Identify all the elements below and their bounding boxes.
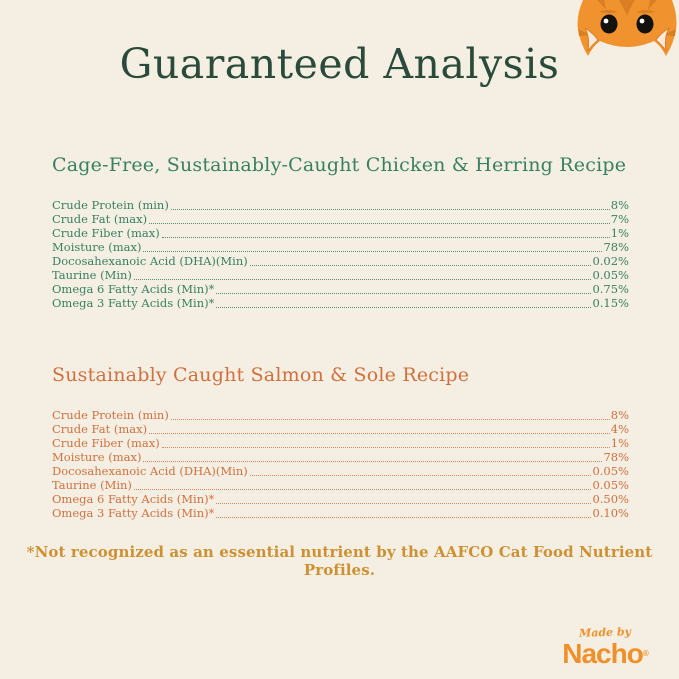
- nutrient-row: [52, 437, 629, 451]
- nutrient-value: 8%: [610, 408, 629, 423]
- registered-trademark-icon: ®: [642, 649, 648, 658]
- nutrient-row: [52, 241, 629, 255]
- nutrient-label: Crude Fiber (max): [52, 436, 160, 451]
- nutrient-row: [52, 451, 629, 465]
- nutrient-value: 0.75%: [592, 281, 629, 296]
- dot-leader: [216, 503, 591, 504]
- nutrient-label: Moisture (max): [52, 450, 142, 465]
- nutrient-row: [52, 255, 629, 269]
- nutrient-value: 0.05%: [592, 267, 629, 282]
- nutrient-value: 0.05%: [592, 463, 629, 478]
- recipe-1-nutrient-table: [52, 199, 629, 310]
- dot-leader: [134, 279, 592, 280]
- nutrient-label: Crude Fat (max): [52, 422, 148, 437]
- nutrient-row: [52, 409, 629, 423]
- aafco-footnote: *Not recognized as an essential nutrient by the AAFCO Cat Food Nutrient Profiles.: [26, 543, 653, 579]
- recipe-2-nutrient-table: [52, 409, 629, 520]
- nutrient-value: 78%: [603, 450, 629, 465]
- nutrient-row: [52, 227, 629, 241]
- nutrient-value: 1%: [610, 436, 629, 451]
- nutrient-row: [52, 478, 629, 492]
- nutrient-row: [52, 282, 629, 296]
- dot-leader: [162, 237, 610, 238]
- nutrient-label: Omega 6 Fatty Acids (Min)*: [52, 281, 215, 296]
- nutrient-value: 78%: [603, 240, 629, 255]
- dot-leader: [134, 489, 592, 490]
- nutrient-value: 4%: [610, 422, 629, 437]
- nutrient-label: Docosahexanoic Acid (DHA)(Min): [52, 253, 248, 268]
- dot-leader: [216, 517, 591, 518]
- nutrient-row: [52, 423, 629, 437]
- nutrient-label: Taurine (Min): [52, 267, 132, 282]
- logo-brand-wordmark: [541, 639, 669, 669]
- nutrient-value: 0.15%: [592, 295, 629, 310]
- recipe-2-heading: Sustainably Caught Salmon & Sole Recipe: [52, 364, 470, 386]
- dot-leader: [250, 265, 592, 266]
- dot-leader: [149, 223, 610, 224]
- nutrient-row: [52, 213, 629, 227]
- nutrient-label: Crude Protein (min): [52, 198, 169, 213]
- dot-leader: [250, 475, 592, 476]
- nutrient-label: Crude Fiber (max): [52, 226, 160, 241]
- nutrient-row: [52, 296, 629, 310]
- dot-leader: [143, 251, 602, 252]
- dot-leader: [171, 419, 610, 420]
- logo-brand-text: Nacho: [562, 638, 643, 669]
- recipe-1-heading: Cage-Free, Sustainably-Caught Chicken & Herring Recipe: [52, 154, 627, 176]
- dot-leader: [216, 307, 591, 308]
- dot-leader: [216, 293, 591, 294]
- page-title: Guaranteed Analysis: [119, 40, 560, 88]
- logo-tagline: Made by: [578, 625, 632, 640]
- nutrient-label: Omega 3 Fatty Acids (Min)*: [52, 295, 215, 310]
- dot-leader: [149, 433, 610, 434]
- nutrient-label: Crude Protein (min): [52, 408, 169, 423]
- made-by-nacho-logo: [541, 627, 669, 677]
- nutrient-value: 8%: [610, 198, 629, 213]
- nutrient-value: 0.10%: [592, 505, 629, 520]
- nutrient-value: 0.50%: [592, 491, 629, 506]
- nutrient-label: Omega 6 Fatty Acids (Min)*: [52, 491, 215, 506]
- nutrient-value: 0.02%: [592, 253, 629, 268]
- nutrient-value: 7%: [610, 212, 629, 227]
- nutrient-row: [52, 492, 629, 506]
- dot-leader: [143, 461, 602, 462]
- nutrient-label: Moisture (max): [52, 240, 142, 255]
- nutrient-label: Taurine (Min): [52, 477, 132, 492]
- nutrient-row: [52, 506, 629, 520]
- nutrient-label: Docosahexanoic Acid (DHA)(Min): [52, 463, 248, 478]
- nutrient-row: [52, 268, 629, 282]
- nutrient-value: 0.05%: [592, 477, 629, 492]
- dot-leader: [171, 209, 610, 210]
- nutrient-label: Omega 3 Fatty Acids (Min)*: [52, 505, 215, 520]
- nutrient-row: [52, 465, 629, 479]
- nutrient-label: Crude Fat (max): [52, 212, 148, 227]
- dot-leader: [162, 447, 610, 448]
- nutrient-value: 1%: [610, 226, 629, 241]
- nutrient-row: [52, 199, 629, 213]
